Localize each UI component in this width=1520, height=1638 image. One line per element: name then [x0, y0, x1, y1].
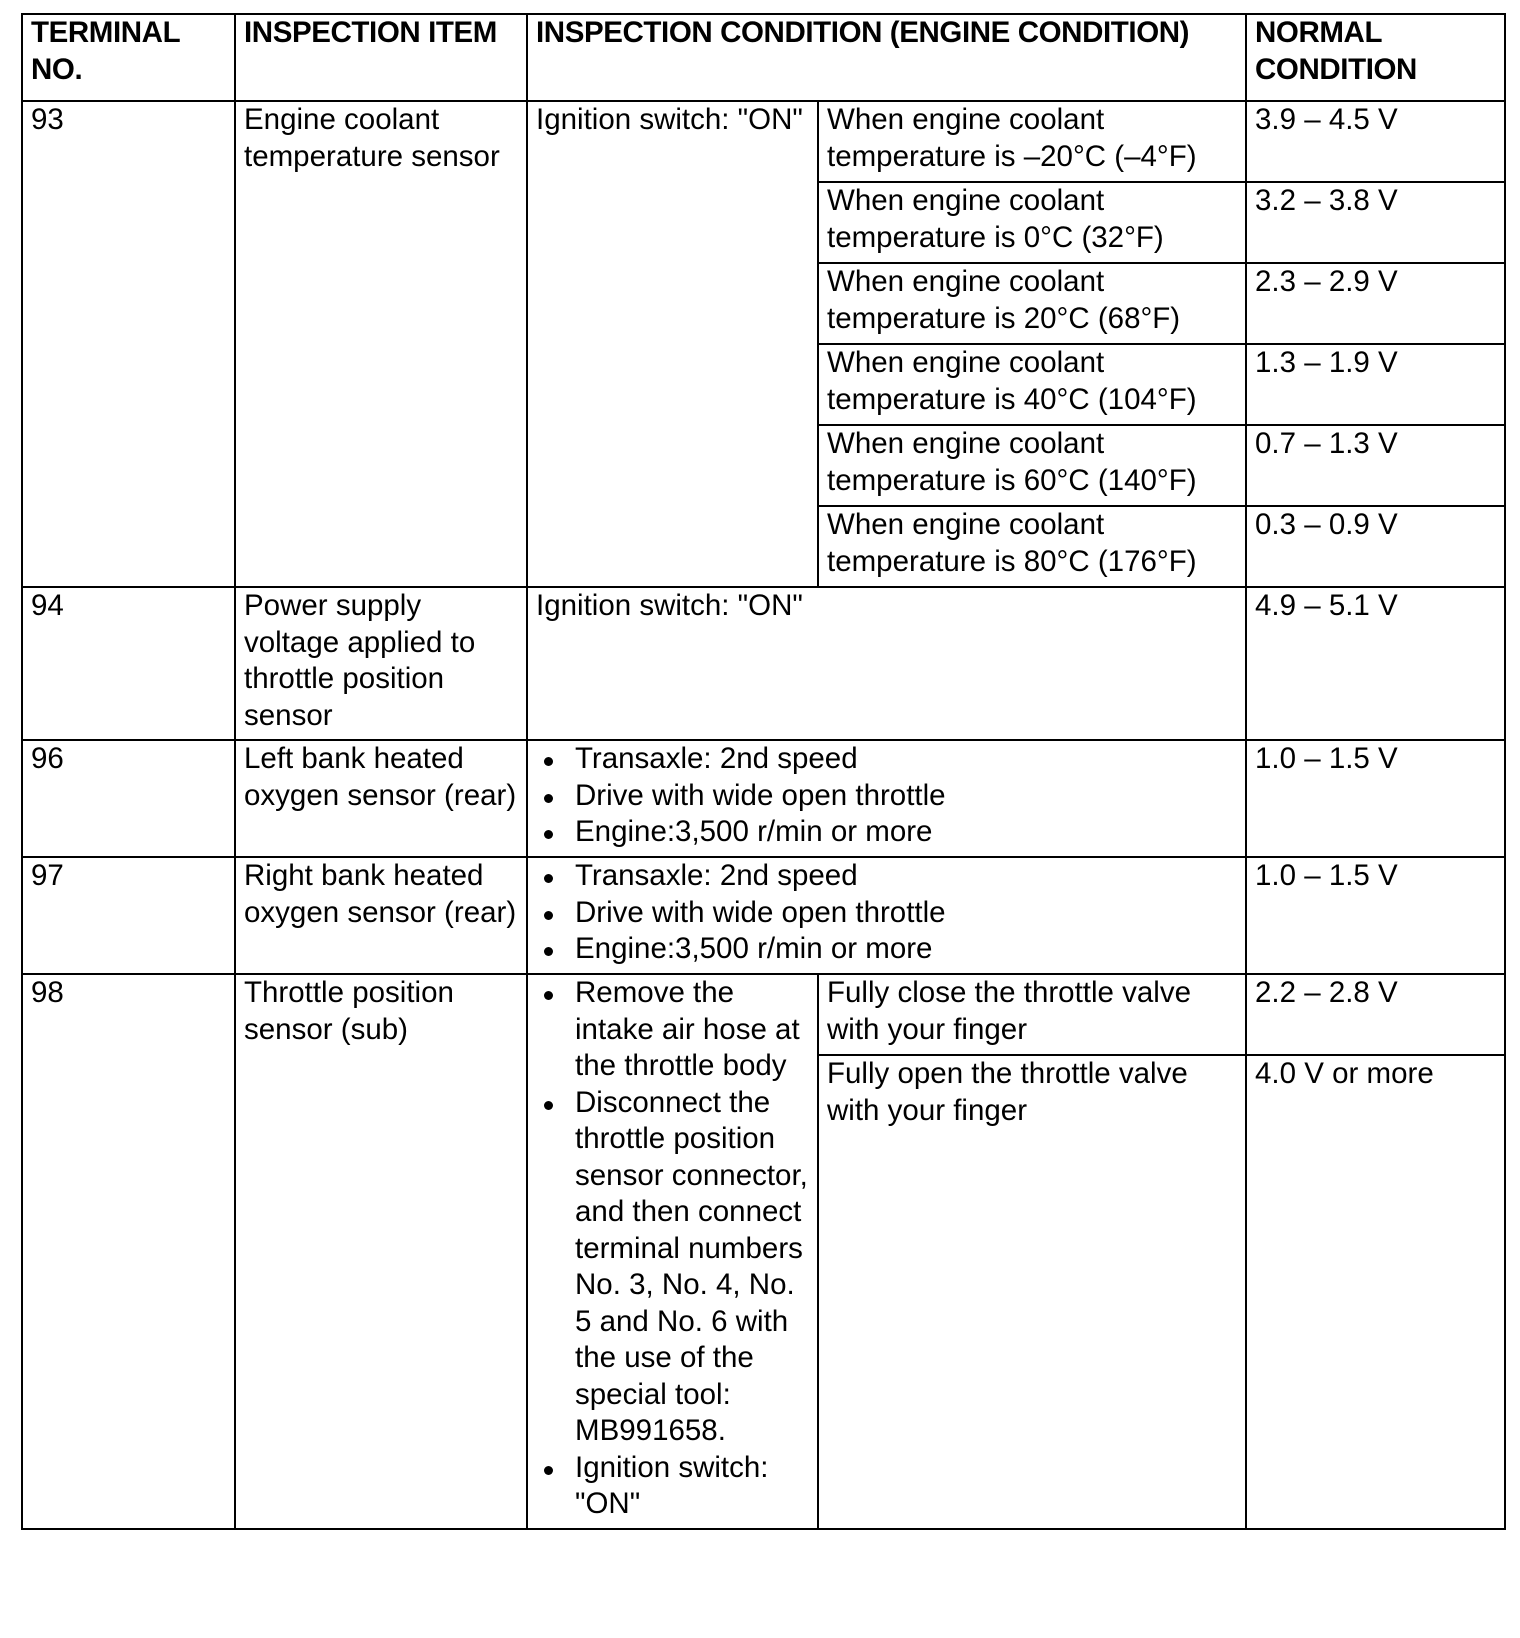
inspection-condition-cell	[527, 857, 1246, 974]
normal-condition-cell: 2.3 – 2.9 V	[1246, 263, 1505, 344]
bullet-icon	[544, 911, 553, 920]
normal-condition-cell: 3.2 – 3.8 V	[1246, 182, 1505, 263]
terminal-cell: 93	[22, 101, 235, 587]
list-item: Drive with wide open throttle	[536, 895, 1239, 932]
terminal-cell: 96	[22, 740, 235, 857]
bullet-icon	[544, 794, 553, 803]
sub-condition-cell: When engine coolant temperature is 20°C (68°F)	[818, 263, 1246, 344]
condition-list	[536, 975, 811, 1523]
normal-condition-cell: 1.0 – 1.5 V	[1246, 740, 1505, 857]
normal-condition-cell: 3.9 – 4.5 V	[1246, 101, 1505, 182]
table-row	[22, 740, 1505, 857]
inspection-condition-cell	[527, 974, 818, 1529]
list-item: Disconnect the throttle position sensor connector, and then connect terminal numbers No. 3, No. 4, No. 5 and No. 6 with the use of the special tool: MB991658.	[536, 1085, 811, 1450]
normal-condition-cell: 0.3 – 0.9 V	[1246, 506, 1505, 587]
bullet-icon	[544, 830, 553, 839]
list-item: Remove the intake air hose at the throttle body	[536, 975, 811, 1085]
inspection-item-cell: Engine coolant temperature sensor	[235, 101, 527, 587]
normal-condition-cell: 4.9 – 5.1 V	[1246, 587, 1505, 740]
sub-condition-cell: When engine coolant temperature is 60°C (140°F)	[818, 425, 1246, 506]
sub-condition-cell: When engine coolant temperature is 0°C (32°F)	[818, 182, 1246, 263]
header-inspection-item: INSPECTION ITEM	[235, 14, 527, 101]
inspection-item-cell: Left bank heated oxygen sensor (rear)	[235, 740, 527, 857]
condition-list	[536, 858, 1239, 968]
normal-condition-cell: 1.3 – 1.9 V	[1246, 344, 1505, 425]
normal-condition-cell: 0.7 – 1.3 V	[1246, 425, 1505, 506]
bullet-icon	[544, 874, 553, 883]
sub-condition-cell: When engine coolant temperature is 80°C (176°F)	[818, 506, 1246, 587]
header-terminal-no: TERMINAL NO.	[22, 14, 235, 101]
table-row	[22, 857, 1505, 974]
inspection-condition-cell: Ignition switch: "ON"	[527, 101, 818, 587]
table-row	[22, 974, 1505, 1055]
bullet-icon	[544, 947, 553, 956]
table-row	[22, 587, 1505, 740]
terminal-cell: 94	[22, 587, 235, 740]
normal-condition-cell: 1.0 – 1.5 V	[1246, 857, 1505, 974]
list-item: Ignition switch: "ON"	[536, 1450, 811, 1523]
sub-condition-cell: Fully open the throttle valve with your finger	[818, 1055, 1246, 1529]
list-item: Drive with wide open throttle	[536, 778, 1239, 815]
inspection-condition-cell	[527, 740, 1246, 857]
sub-condition-cell: When engine coolant temperature is 40°C (104°F)	[818, 344, 1246, 425]
normal-condition-cell: 4.0 V or more	[1246, 1055, 1505, 1529]
list-item: Transaxle: 2nd speed	[536, 741, 1239, 778]
bullet-icon	[544, 757, 553, 766]
bullet-icon	[544, 1466, 553, 1475]
header-normal-condition: NORMAL CONDITION	[1246, 14, 1505, 101]
inspection-item-cell: Power supply voltage applied to throttle position sensor	[235, 587, 527, 740]
inspection-item-cell: Throttle position sensor (sub)	[235, 974, 527, 1529]
bullet-icon	[544, 1101, 553, 1110]
sub-condition-cell: When engine coolant temperature is –20°C (–4°F)	[818, 101, 1246, 182]
condition-list	[536, 741, 1239, 851]
header-inspection-condition: INSPECTION CONDITION (ENGINE CONDITION)	[527, 14, 1246, 101]
table-row	[22, 101, 1505, 182]
terminal-cell: 98	[22, 974, 235, 1529]
table-header-row	[22, 14, 1505, 101]
list-item: Engine:3,500 r/min or more	[536, 931, 1239, 968]
list-item: Transaxle: 2nd speed	[536, 858, 1239, 895]
inspection-item-cell: Right bank heated oxygen sensor (rear)	[235, 857, 527, 974]
list-item: Engine:3,500 r/min or more	[536, 814, 1239, 851]
sub-condition-cell: Fully close the throttle valve with your finger	[818, 974, 1246, 1055]
terminal-cell: 97	[22, 857, 235, 974]
inspection-table	[21, 13, 1506, 1530]
inspection-condition-cell: Ignition switch: "ON"	[527, 587, 1246, 740]
normal-condition-cell: 2.2 – 2.8 V	[1246, 974, 1505, 1055]
bullet-icon	[544, 991, 553, 1000]
